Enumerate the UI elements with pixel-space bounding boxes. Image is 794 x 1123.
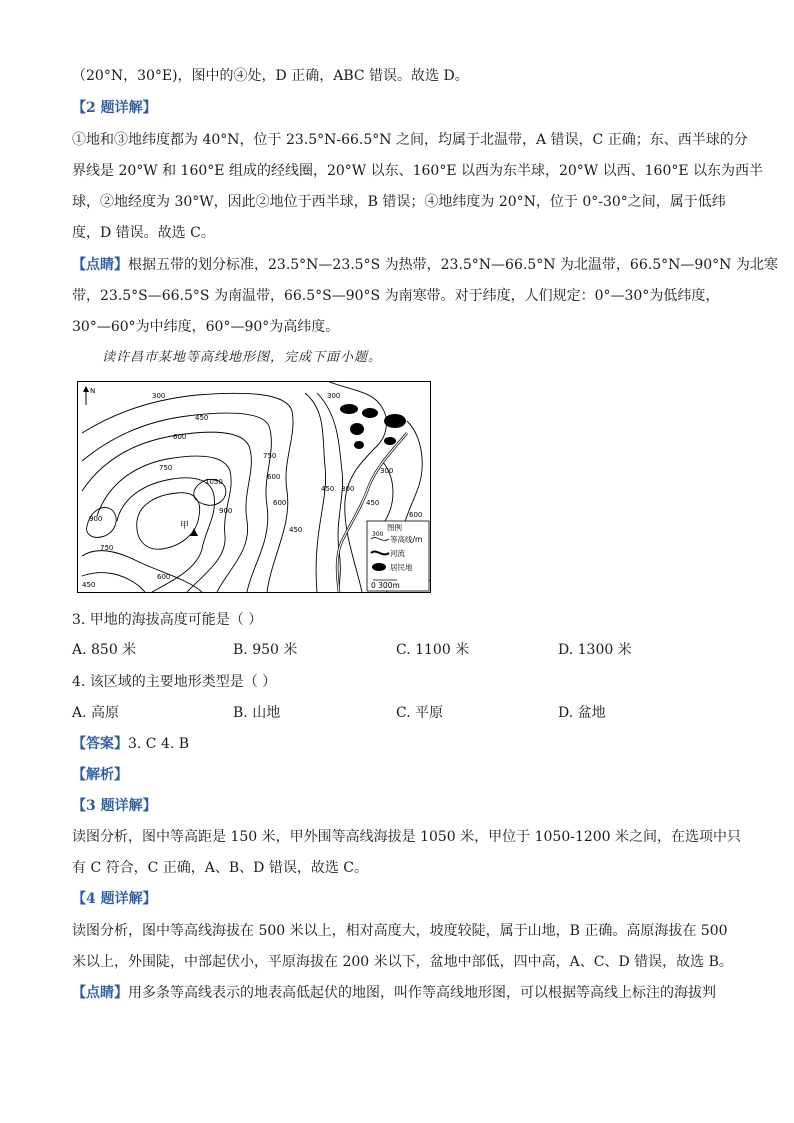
svg-text:300: 300 <box>327 392 341 400</box>
q3-option-d: D. 1300 米 <box>558 642 632 658</box>
svg-text:300: 300 <box>341 485 355 493</box>
q4-option-d: D. 盆地 <box>558 705 606 721</box>
svg-text:300: 300 <box>152 392 166 400</box>
section-header: 【3 题详解】 <box>72 798 157 814</box>
dianjing-text: 用多条等高线表示的地表高低起伏的地图，叫作等高线地形图，可以根据等高线上标注的海拔判 <box>128 985 716 1001</box>
svg-text:600: 600 <box>409 511 423 519</box>
svg-text:450: 450 <box>289 526 303 534</box>
svg-text:600: 600 <box>267 473 281 481</box>
dianjing-tag: 【点睛】 <box>72 985 128 1001</box>
svg-text:450: 450 <box>82 581 96 589</box>
question-intro: 读许昌市某地等高线地形图，完成下面小题。 <box>102 350 383 365</box>
q3-option-b: B. 950 米 <box>233 642 298 658</box>
svg-text:600: 600 <box>273 499 287 507</box>
question-3-stem: 3. 甲地的海拔高度可能是（ ） <box>72 612 263 628</box>
question-4-stem: 4. 该区域的主要地形类型是（ ） <box>72 674 277 690</box>
text-line <box>72 983 716 1003</box>
text-line: ①地和③地纬度都为 40°N，位于 23.5°N-66.5°N 之间，均属于北温带，A 错误，C 正确；东、西半球的分 <box>72 132 748 148</box>
text-line: 带，23.5°S—66.5°S 为南温带，66.5°S—90°S 为南寒带。对于纬度，人们规定：0°—30°为低纬度， <box>72 288 720 304</box>
svg-text:900: 900 <box>219 507 233 515</box>
map-legend <box>367 521 429 591</box>
section-header: 【4 题详解】 <box>72 891 157 907</box>
svg-text:1050: 1050 <box>205 478 223 486</box>
dianjing-text: 根据五带的划分标准，23.5°N—23.5°S 为热带，23.5°N—66.5°N 为北温带，66.5°N—90°N 为北寒 <box>128 257 778 273</box>
svg-text:900: 900 <box>89 515 103 523</box>
svg-text:750: 750 <box>263 452 277 460</box>
north-label: N <box>90 387 96 395</box>
svg-text:450: 450 <box>366 499 380 507</box>
q3-option-c: C. 1100 米 <box>396 642 470 658</box>
svg-text:300: 300 <box>372 531 384 538</box>
q4-option-b: B. 山地 <box>233 705 281 721</box>
svg-text:750: 750 <box>159 464 173 472</box>
svg-text:等高线/m: 等高线/m <box>390 535 423 544</box>
svg-text:450: 450 <box>195 414 209 422</box>
svg-text:600: 600 <box>173 433 187 441</box>
dianjing-tag: 【点睛】 <box>72 257 128 273</box>
text-line: 球，②地经度为 30°W，因此②地位于西半球，B 错误；④地纬度为 20°N，位于 0°-30°之间，属于低纬 <box>72 194 726 210</box>
text-line: 30°—60°为中纬度，60°—90°为高纬度。 <box>72 319 340 335</box>
text-line: 有 C 符合，C 正确，A、B、D 错误，故选 C。 <box>72 860 369 876</box>
text-line <box>72 255 778 275</box>
svg-text:0 300m: 0 300m <box>371 581 400 590</box>
text-line: 读图分析，图中等高距是 150 米，甲外围等高线海拔是 1050 米，甲位于 1050-1200 米之间，在选项中只 <box>72 829 742 845</box>
svg-text:河流: 河流 <box>390 549 405 558</box>
svg-text:750: 750 <box>100 544 114 552</box>
svg-text:图例: 图例 <box>387 523 402 532</box>
text-line: 度，D 错误。故选 C。 <box>72 225 215 241</box>
text-line: 读图分析，图中等高线海拔在 500 米以上，相对高度大，坡度较陡，属于山地，B 正确。高原海拔在 500 <box>72 923 728 939</box>
svg-text:300: 300 <box>380 467 394 475</box>
analysis-tag: 【解析】 <box>72 767 128 783</box>
svg-text:甲: 甲 <box>180 521 190 531</box>
text-line: 界线是 20°W 和 160°E 组成的经线圈，20°W 以东、160°E 以西为东半球，20°W 以西、160°E 以东为西半 <box>72 163 764 179</box>
svg-text:600: 600 <box>157 573 171 581</box>
q3-option-a: A. 850 米 <box>72 642 137 658</box>
q4-option-c: C. 平原 <box>396 705 444 721</box>
answer-tag: 【答案】 <box>72 736 128 752</box>
answer-text: 3. C 4. B <box>128 736 190 752</box>
svg-text:450: 450 <box>321 485 335 493</box>
contour-map <box>77 381 431 593</box>
text-line: 米以上，外围陡，中部起伏小，平原海拔在 200 米以下，盆地中部低，四中高，A、C、D 错误，故选 B。 <box>72 954 733 970</box>
q4-option-a: A. 高原 <box>72 705 120 721</box>
text-line: （20°N，30°E)，图中的④处，D 正确，ABC 错误。故选 D。 <box>72 68 469 84</box>
section-header: 【2 题详解】 <box>72 100 157 116</box>
svg-text:居民地: 居民地 <box>390 563 413 572</box>
answer-line <box>72 734 189 754</box>
